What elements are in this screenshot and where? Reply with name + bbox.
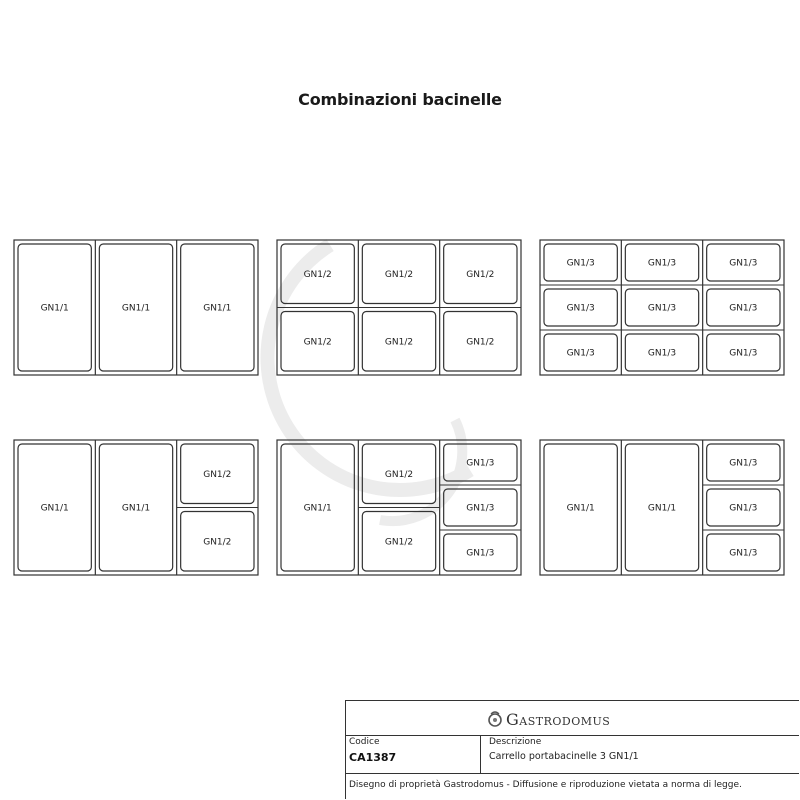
pan-label: GN1/2 — [466, 269, 495, 280]
combination-frame-4 — [14, 440, 258, 575]
pan-label: GN1/2 — [203, 537, 232, 548]
pan-label: GN1/2 — [303, 337, 332, 348]
pan-label: GN1/3 — [647, 348, 677, 359]
pan-label: GN1/3 — [729, 458, 758, 469]
pan-label: GN1/1 — [121, 503, 151, 514]
description-cell — [481, 736, 799, 774]
pan-label: GN1/3 — [566, 258, 595, 269]
title-block — [345, 700, 799, 799]
pan-label: GN1/2 — [303, 269, 332, 280]
pan-label: GN1/2 — [384, 337, 414, 348]
pan-label: GN1/2 — [466, 337, 495, 348]
gastrodomus-logo-icon — [486, 710, 504, 728]
description-caption: Descrizione — [489, 737, 542, 747]
pan-label: GN1/2 — [384, 537, 414, 548]
pan-label: GN1/3 — [466, 458, 495, 469]
pan-label: GN1/3 — [729, 258, 758, 269]
brand-name — [506, 710, 610, 729]
combination-frame-1 — [14, 240, 258, 375]
pan-label: GN1/2 — [384, 269, 414, 280]
product-description: Carrello portabacinelle 3 GN1/1 — [489, 751, 639, 762]
pan-label: GN1/2 — [203, 469, 232, 480]
pan-label: GN1/3 — [566, 303, 595, 314]
pan-label: GN1/3 — [729, 503, 758, 514]
copyright-note: Disegno di proprietà Gastrodomus - Diffusione e riproduzione vietata a norma di legge. — [349, 780, 742, 790]
pan-label: GN1/1 — [566, 503, 595, 514]
pan-label: GN1/3 — [729, 348, 758, 359]
pan-label: GN1/1 — [203, 303, 232, 314]
pan-label: GN1/3 — [566, 348, 595, 359]
code-cell — [346, 736, 481, 774]
pan-label: GN1/2 — [384, 469, 414, 480]
product-code: CA1387 — [349, 751, 397, 764]
pan-label: GN1/1 — [121, 303, 151, 314]
title-block-info-row — [346, 736, 799, 774]
pan-label: GN1/1 — [40, 303, 69, 314]
pan-label: GN1/3 — [729, 548, 758, 559]
pan-label: GN1/3 — [647, 303, 677, 314]
combination-frame-3 — [540, 240, 784, 375]
brand-text: Gastrodomus — [506, 710, 611, 729]
page-title: Combinazioni bacinelle — [298, 90, 502, 109]
pan-label: GN1/3 — [466, 503, 495, 514]
pan-label: GN1/1 — [40, 503, 69, 514]
title-block-brand-row — [346, 701, 799, 736]
code-caption: Codice — [349, 737, 380, 747]
pan-label: GN1/3 — [466, 548, 495, 559]
title-block-footer-row — [346, 774, 799, 800]
pan-label: GN1/1 — [303, 503, 332, 514]
pan-label: GN1/3 — [647, 258, 677, 269]
pan-label: GN1/1 — [647, 503, 677, 514]
pan-label: GN1/3 — [729, 303, 758, 314]
combination-frame-6 — [540, 440, 784, 575]
